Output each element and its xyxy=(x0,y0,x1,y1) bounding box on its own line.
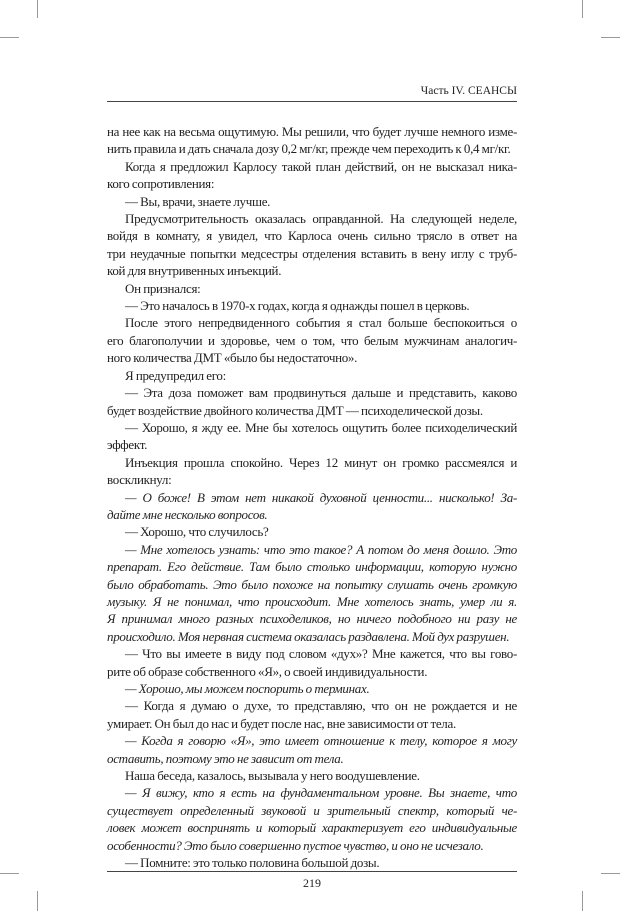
paragraph xyxy=(107,454,517,489)
footer-rule xyxy=(107,871,517,872)
text-line: Наша беседа, казалось, вызывала у него воодушевление. xyxy=(125,768,420,784)
paragraph xyxy=(107,767,517,784)
text-line: — Хорошо, что случилось? xyxy=(125,524,269,540)
paragraph xyxy=(107,489,517,524)
text-line: на нее как на весьма ощутимую. Мы решили, что будет лучше немного изме- xyxy=(107,124,517,139)
text-line: — Я вижу, кто я есть на фундаментальном уровне. Вы знаете, что xyxy=(125,785,517,801)
text-line: умирает. Он был до нас и будет после нас, вне зависимости от тела. xyxy=(107,715,456,731)
paragraph xyxy=(107,541,517,645)
body-text xyxy=(107,123,517,871)
text-line: рите об образе собственного «Я», о своей индивидуальности. xyxy=(107,663,428,679)
running-header: Часть IV. СЕАНСЫ xyxy=(420,85,517,97)
crop-mark xyxy=(601,37,620,38)
header-rule xyxy=(107,101,517,102)
paragraph xyxy=(107,680,517,697)
text-line: будет воздействие двойного количества ДМТ — психоделической дозы. xyxy=(107,402,483,418)
text-line: — Что вы имеете в виду под словом «дух»? Мне кажется, что вы гово- xyxy=(125,646,517,662)
paragraph xyxy=(107,732,517,767)
paragraph xyxy=(107,784,517,854)
text-line: три неудачные попытки медсестры отделения вставить в вену иглу с труб- xyxy=(107,245,517,261)
text-line: кого сопротивления: xyxy=(107,176,215,192)
text-line: — Когда я думаю о духе, то представляю, что он не рождается и не xyxy=(125,698,517,714)
paragraph xyxy=(107,367,517,384)
text-line: Инъекция прошла спокойно. Через 12 минут он громко рассмеялся и xyxy=(125,454,517,470)
text-line: — О боже! В этом нет никакой духовной ценности... нисколько! За- xyxy=(125,489,517,505)
crop-mark xyxy=(582,0,583,18)
text-line: музыку. Я не понимал, что происходит. Мне хотелось знать, умер ли я. xyxy=(107,593,517,609)
text-line: Я предупредил его: xyxy=(125,367,226,383)
paragraph xyxy=(107,314,517,366)
text-line: было обработать. Это было похоже на попытку слушать очень громкую xyxy=(107,576,517,592)
text-line: эффект. xyxy=(107,437,148,453)
paragraph xyxy=(107,419,517,454)
paragraph xyxy=(107,523,517,540)
text-line: оставить, поэтому это не зависит от тела. xyxy=(107,750,344,766)
paragraph xyxy=(107,158,517,193)
text-line: — Помните: это только половина большой дозы. xyxy=(125,855,380,871)
text-line: Предусмотрительность оказалась оправданной. На следующей неделе, xyxy=(125,211,517,227)
text-line: воскликнул: xyxy=(107,472,172,488)
text-line: нить правила и дать сначала дозу 0,2 мг/кг, прежде чем переходить к 0,4 мг/кг. xyxy=(107,141,511,157)
text-line: — Это началось в 1970-х годах, когда я однажды пошел в церковь. xyxy=(125,298,470,314)
text-line: его благополучии и здоровье, чем о том, что белым мужчинам аналогич- xyxy=(107,332,517,348)
paragraph xyxy=(107,193,517,210)
text-line: дайте мне несколько вопросов. xyxy=(107,506,268,522)
text-line: — Эта доза поможет вам продвинуться дальше и представить, каково xyxy=(125,385,517,401)
text-line: препарат. Его действие. Там было столько информации, которую нужно xyxy=(107,559,517,575)
paragraph xyxy=(107,210,517,280)
text-line: Я принимал много разных психоделиков, но ничего подобного ни разу не xyxy=(107,611,517,627)
text-line: — Когда я говорю «Я», это имеет отношение к телу, которое я могу xyxy=(125,733,517,749)
crop-mark xyxy=(582,891,583,911)
crop-mark xyxy=(0,873,19,874)
paragraph xyxy=(107,645,517,680)
text-line: ловек может воспринять и который характеризует его индивидуальные xyxy=(107,820,517,836)
paragraph xyxy=(107,123,517,158)
paragraph xyxy=(107,854,517,871)
paragraph xyxy=(107,297,517,314)
text-line: существует определенный звуковой и зрительный спектр, который че- xyxy=(107,802,517,818)
text-line: — Вы, врачи, знаете лучше. xyxy=(125,193,271,209)
page-content xyxy=(107,123,517,890)
paragraph xyxy=(107,280,517,297)
text-line: войдя в комнату, я увидел, что Карлоса очень сильно трясло в ответ на xyxy=(107,228,517,244)
text-line: ного количества ДМТ «было бы недостаточно». xyxy=(107,350,358,366)
crop-mark xyxy=(37,0,38,18)
crop-mark xyxy=(37,891,38,911)
text-line: После этого непредвиденного события я стал больше беспокоиться о xyxy=(125,315,517,331)
text-line: Он признался: xyxy=(125,280,201,296)
text-line: особенности? Это было совершенно пустое чувство, и оно не исчезало. xyxy=(107,837,484,853)
text-line: — Мне хотелось узнать: что это такое? А потом до меня дошло. Это xyxy=(125,541,517,557)
text-line: — Хорошо, мы можем поспорить о терминах. xyxy=(125,681,370,696)
text-line: кой для внутривенных инъекций. xyxy=(107,263,282,279)
paragraph xyxy=(107,384,517,419)
text-line: — Хорошо, я жду ее. Мне бы хотелось ощутить более психоделический xyxy=(125,419,517,435)
page-number: 219 xyxy=(303,876,321,891)
paragraph xyxy=(107,697,517,732)
crop-mark xyxy=(601,873,620,874)
crop-mark xyxy=(0,37,19,38)
text-line: Когда я предложил Карлосу такой план действий, он не высказал ника- xyxy=(125,158,517,174)
text-line: происходило. Моя нервная система оказалась раздавлена. Мой дух разрушен. xyxy=(107,628,510,644)
